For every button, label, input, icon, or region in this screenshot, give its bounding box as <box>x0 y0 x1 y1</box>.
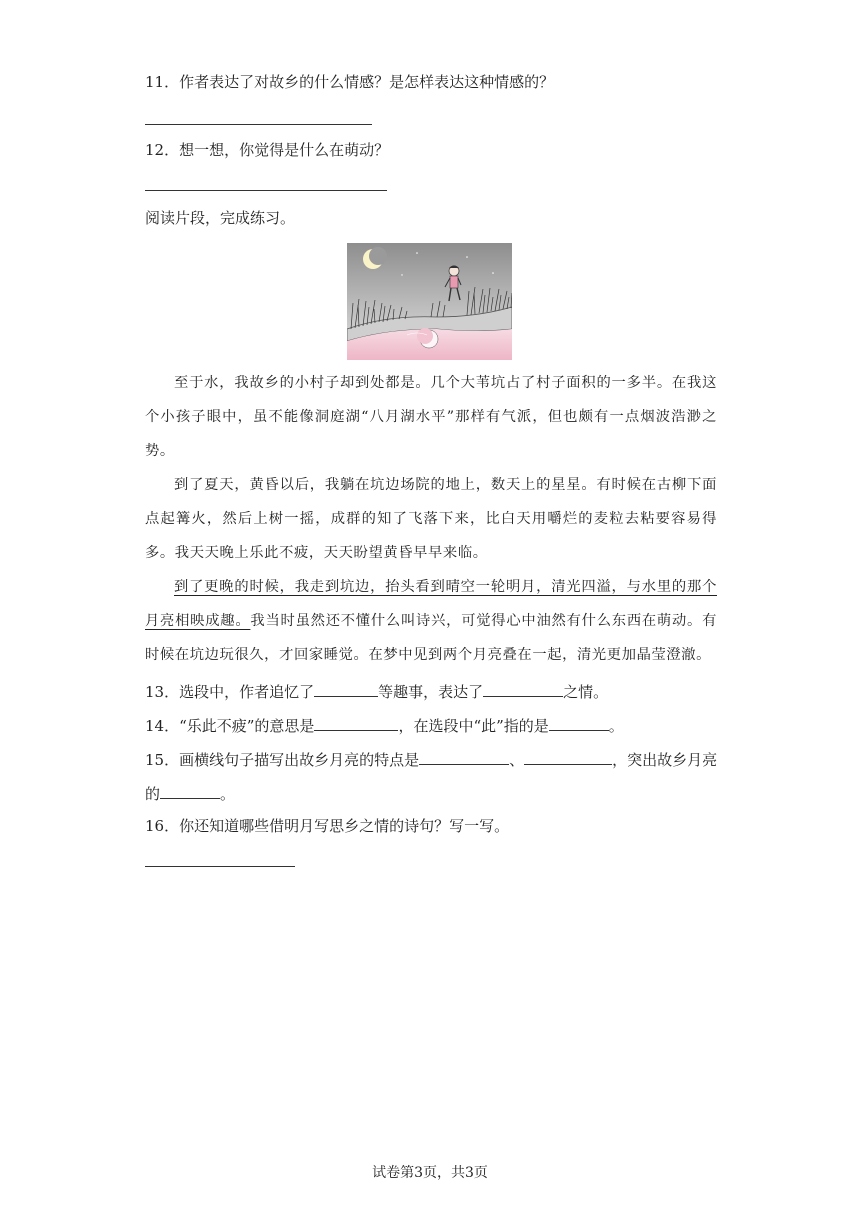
question-15-continued <box>145 782 235 804</box>
q14-text-c: 。 <box>608 717 624 735</box>
passage-paragraph-2: 到了夏天，黄昏以后，我躺在坑边场院的地上，数天上的星星。有时候在古柳下面点起篝火，然后上树一摇，成群的知了飞落下来，比白天用嚼烂的麦粒去粘要容易得多。我天天晚上乐此不疲，天天盼望黄昏早早来临。 <box>145 477 717 561</box>
question-15 <box>145 748 717 770</box>
q14-text-b: ，在选段中“此”指的是 <box>398 717 549 735</box>
q15-text-d: 的 <box>145 785 161 803</box>
question-16: 16．你还知道哪些借明月写思乡之情的诗句？写一写。 <box>145 817 510 835</box>
q14-blank-1[interactable] <box>314 714 398 731</box>
passage-paragraph-1: 至于水，我故乡的小村子却到处都是。几个大苇坑占了村子面积的一多半。在我这个小孩子眼中，虽不能像洞庭湖“八月湖水平”那样有气派，但也颇有一点烟波浩渺之势。 <box>145 375 717 459</box>
question-14 <box>145 714 624 736</box>
q13-text-b: 等趣事，表达了 <box>378 683 484 701</box>
passage-paragraph-3 <box>145 570 717 672</box>
question-11: 11．作者表达了对故乡的什么情感？是怎样表达这种情感的？ <box>145 73 555 91</box>
question-12: 12．想一想，你觉得是什么在萌动？ <box>145 141 390 159</box>
question-13 <box>145 680 608 702</box>
underlined-sentence: 到了更晚的时候，我走到坑边，抬头看到晴空一轮明月，清光四溢，与水里的那个月亮相映成趣。 <box>145 579 717 629</box>
moon-pond-illustration <box>347 243 512 360</box>
answer-line-11[interactable] <box>145 124 372 125</box>
q13-blank-1[interactable] <box>314 680 378 697</box>
q14-text-a: 14．“乐此不疲”的意思是 <box>145 717 315 735</box>
q15-text-b: 、 <box>509 751 525 769</box>
q15-text-a: 15．画横线句子描写出故乡月亮的特点是 <box>145 751 420 769</box>
q13-text-a: 13．选段中，作者追忆了 <box>145 683 315 701</box>
answer-line-12[interactable] <box>145 190 387 191</box>
page-footer: 试卷第3页，共3页 <box>372 1165 488 1181</box>
q15-text-c: ，突出故乡月亮 <box>612 751 718 769</box>
q14-blank-2[interactable] <box>549 714 609 731</box>
q15-blank-2[interactable] <box>524 748 612 765</box>
q15-blank-1[interactable] <box>419 748 509 765</box>
q13-blank-2[interactable] <box>483 680 563 697</box>
q13-text-c: 之情。 <box>563 683 609 701</box>
reading-instruction: 阅读片段，完成练习。 <box>145 209 296 227</box>
passage-paragraph-3-rest: 我当时虽然还不懂什么叫诗兴，可觉得心中油然有什么东西在萌动。有时候在坑边玩很久，才回家睡觉。在梦中见到两个月亮叠在一起，清光更加晶莹澄澈。 <box>145 613 717 663</box>
q15-text-e: 。 <box>220 785 236 803</box>
q15-blank-3[interactable] <box>160 782 220 799</box>
answer-line-16[interactable] <box>145 866 295 867</box>
